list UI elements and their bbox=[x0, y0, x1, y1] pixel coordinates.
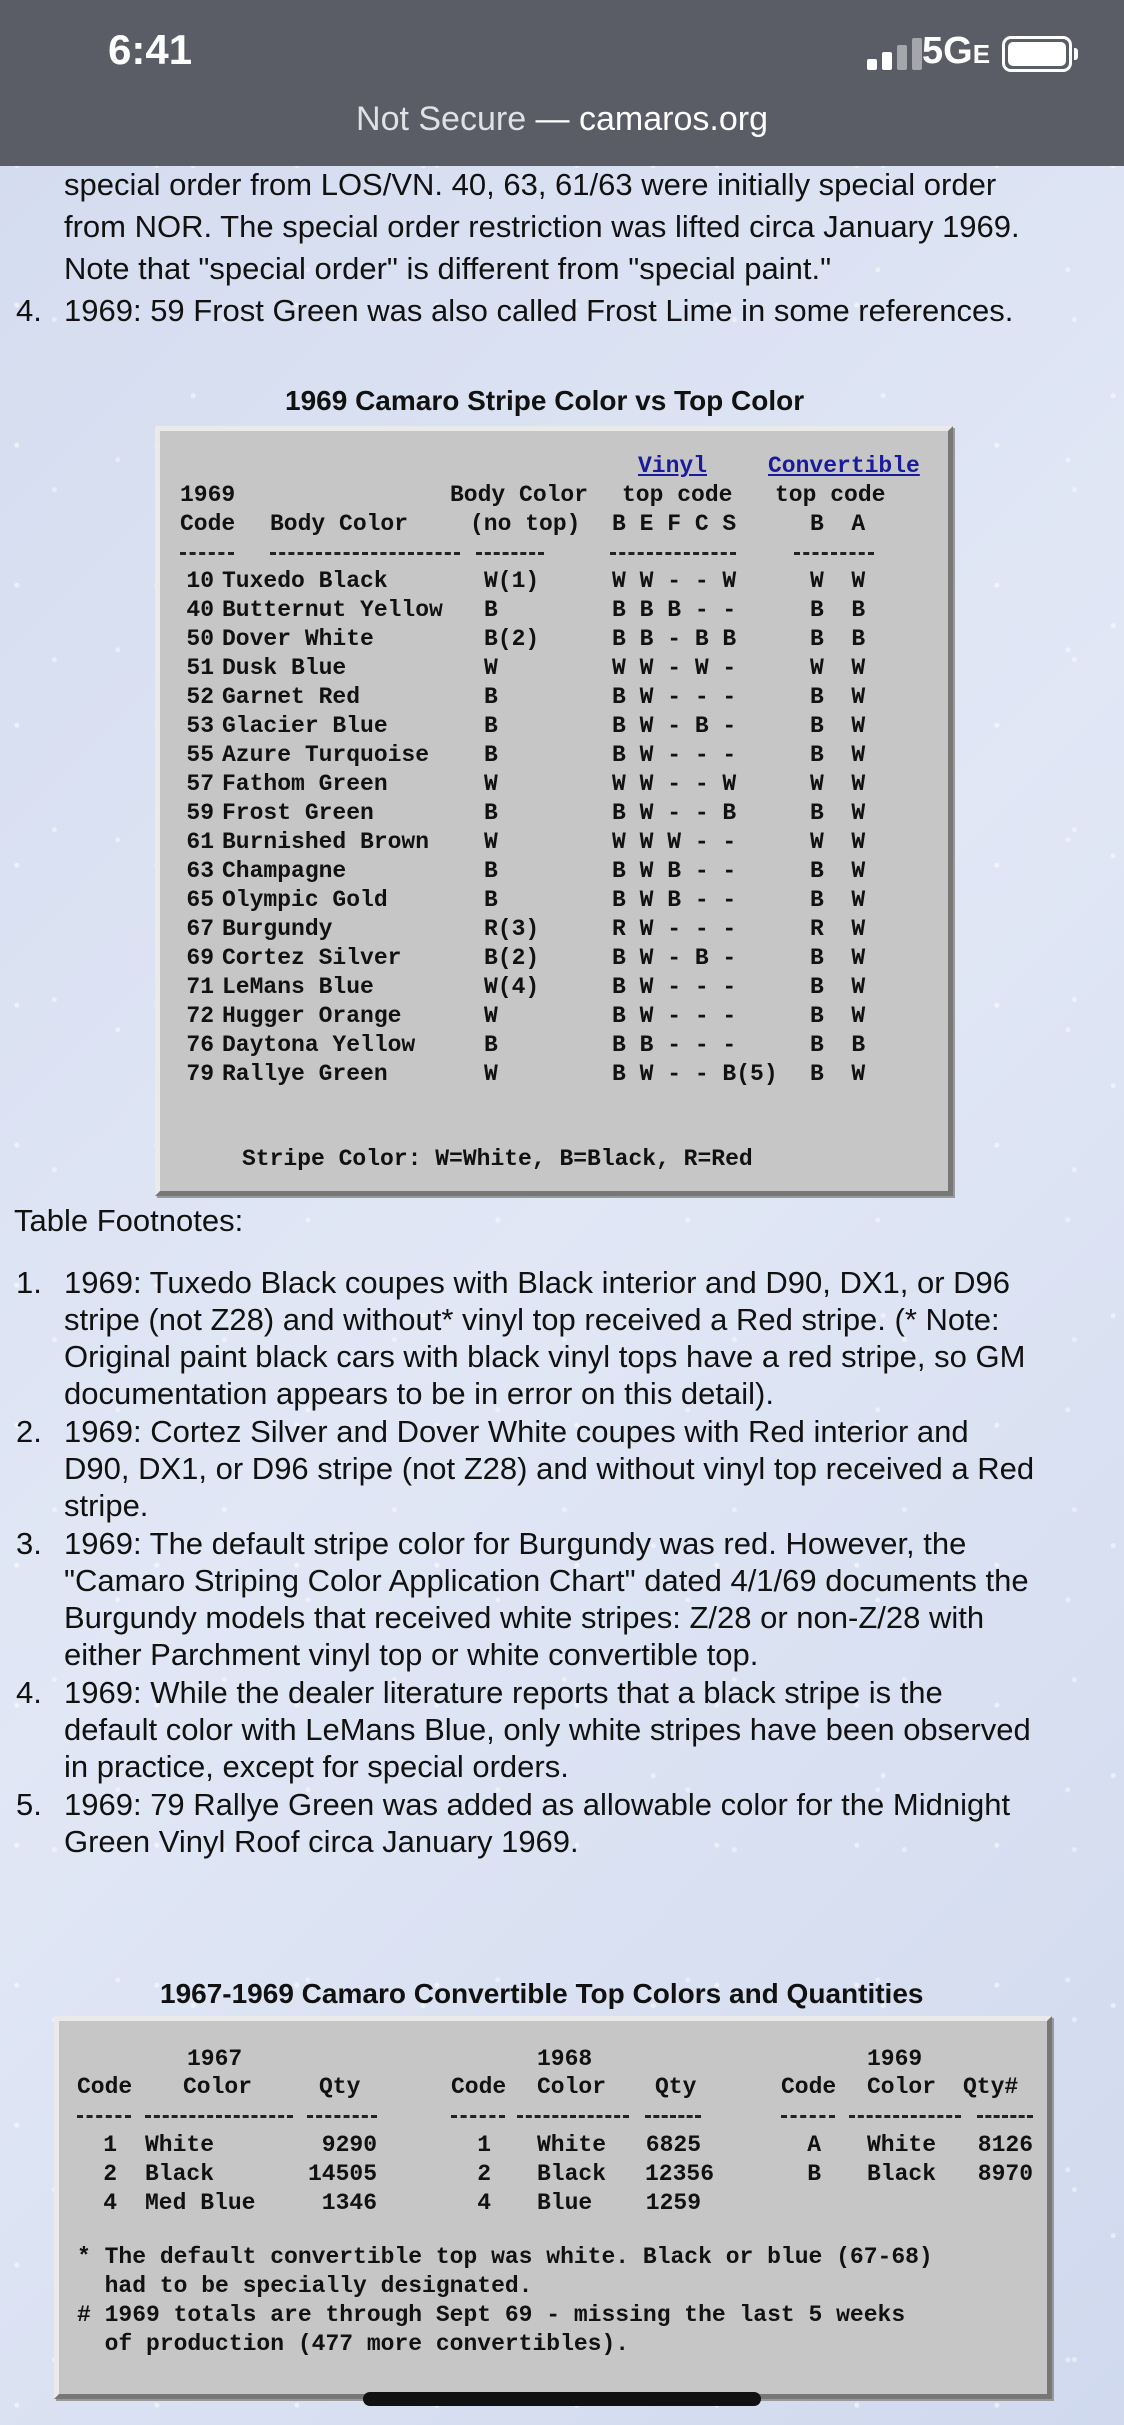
row-notop-stripe: B bbox=[484, 800, 498, 826]
row-code: 52 bbox=[186, 684, 214, 710]
note-line: had to be specially designated. bbox=[77, 2273, 533, 2299]
stripe-table-title: 1969 Camaro Stripe Color vs Top Color bbox=[285, 385, 805, 416]
footnote-line: in practice, except for special orders. bbox=[64, 1749, 569, 1784]
row-body-color: Daytona Yellow bbox=[222, 1032, 416, 1058]
row-vinyl-stripes: R W - - - bbox=[612, 916, 737, 942]
stripe-legend: Stripe Color: W=White, B=Black, R=Red bbox=[242, 1146, 753, 1172]
row-body-color: Dover White bbox=[222, 626, 374, 652]
header-vinyl-codes: B E F C S bbox=[612, 511, 737, 537]
row-body-color: Burgundy bbox=[222, 916, 333, 942]
row-vinyl-stripes: B B - B B bbox=[612, 626, 737, 652]
row-color: Med Blue bbox=[145, 2190, 256, 2216]
row-color: Black bbox=[867, 2161, 937, 2187]
row-body-color: Garnet Red bbox=[222, 684, 361, 710]
row-notop-stripe: W bbox=[484, 771, 498, 797]
row-vinyl-stripes: W W W - - bbox=[612, 829, 737, 855]
row-qty: 9290 bbox=[321, 2132, 377, 2158]
header-year: 1969 bbox=[180, 482, 236, 508]
cellular-signal-icon bbox=[867, 36, 923, 70]
divider bbox=[451, 2115, 505, 2118]
col-qty: Qty bbox=[319, 2074, 361, 2100]
row-notop-stripe: B bbox=[484, 1032, 498, 1058]
row-body-color: Azure Turquoise bbox=[222, 742, 430, 768]
row-code: 4 bbox=[103, 2190, 117, 2216]
divider bbox=[610, 552, 736, 555]
row-conv-stripes: B W bbox=[810, 684, 866, 710]
divider bbox=[849, 2115, 961, 2118]
row-conv-stripes: B W bbox=[810, 858, 866, 884]
header-code: Code bbox=[180, 511, 236, 537]
network-type: 5GE bbox=[922, 30, 991, 72]
row-code: 72 bbox=[186, 1003, 214, 1029]
footnote-item bbox=[0, 1674, 1124, 1785]
row-vinyl-stripes: W W - - W bbox=[612, 771, 737, 797]
row-qty: 1259 bbox=[645, 2190, 701, 2216]
row-code: 69 bbox=[186, 945, 214, 971]
security-label: Not Secure bbox=[356, 100, 527, 138]
row-vinyl-stripes: W W - - W bbox=[612, 568, 737, 594]
row-code: A bbox=[807, 2132, 821, 2158]
row-body-color: Hugger Orange bbox=[222, 1003, 402, 1029]
row-body-color: Tuxedo Black bbox=[222, 568, 388, 594]
row-conv-stripes: B W bbox=[810, 1061, 866, 1087]
row-color: White bbox=[867, 2132, 937, 2158]
row-code: 1 bbox=[103, 2132, 117, 2158]
row-qty: 6825 bbox=[645, 2132, 701, 2158]
row-code: 63 bbox=[186, 858, 214, 884]
footnote-line: either Parchment vinyl top or white convertible top. bbox=[64, 1637, 759, 1672]
row-notop-stripe: B(2) bbox=[484, 945, 540, 971]
row-qty: 8126 bbox=[977, 2132, 1033, 2158]
row-vinyl-stripes: B W B - - bbox=[612, 858, 737, 884]
note-line: # 1969 totals are through Sept 69 - missing the last 5 weeks bbox=[77, 2302, 906, 2328]
row-notop-stripe: W(4) bbox=[484, 974, 540, 1000]
col-code: Code bbox=[77, 2074, 133, 2100]
row-body-color: Butternut Yellow bbox=[222, 597, 443, 623]
row-conv-stripes: W W bbox=[810, 771, 866, 797]
footnote-item bbox=[0, 1413, 1124, 1524]
row-conv-stripes: W W bbox=[810, 568, 866, 594]
row-notop-stripe: W bbox=[484, 655, 498, 681]
convertible-table-title: 1967-1969 Camaro Convertible Top Colors and Quantities bbox=[160, 1978, 924, 2009]
row-conv-stripes: B W bbox=[810, 974, 866, 1000]
divider bbox=[180, 552, 234, 555]
footnote-number: 5. bbox=[16, 1787, 42, 1822]
divider bbox=[77, 2115, 131, 2118]
row-vinyl-stripes: B B - - - bbox=[612, 1032, 737, 1058]
row-conv-stripes: B W bbox=[810, 800, 866, 826]
row-notop-stripe: B bbox=[484, 597, 498, 623]
row-conv-stripes: B W bbox=[810, 742, 866, 768]
status-time: 6:41 bbox=[108, 26, 193, 73]
col-code: Code bbox=[781, 2074, 837, 2100]
row-code: 71 bbox=[186, 974, 214, 1000]
footnote-number: 2. bbox=[16, 1414, 42, 1449]
divider bbox=[145, 2115, 293, 2118]
year-1967: 1967 bbox=[187, 2046, 243, 2072]
vinyl-link[interactable]: Vinyl bbox=[638, 453, 708, 479]
row-code: 53 bbox=[186, 713, 214, 739]
stripe-color-table bbox=[155, 426, 953, 1196]
row-notop-stripe: W(1) bbox=[484, 568, 540, 594]
footnote-line: Original paint black cars with black vinyl tops have a red stripe, so GM bbox=[64, 1339, 1026, 1374]
year-1969: 1969 bbox=[867, 2046, 923, 2072]
row-conv-stripes: B W bbox=[810, 945, 866, 971]
row-code: 10 bbox=[186, 568, 214, 594]
row-body-color: LeMans Blue bbox=[222, 974, 374, 1000]
row-body-color: Frost Green bbox=[222, 800, 374, 826]
convertible-table bbox=[54, 2016, 1052, 2399]
footnote-line: documentation appears to be in error on this detail). bbox=[64, 1376, 774, 1411]
row-qty: 14505 bbox=[307, 2161, 377, 2187]
row-body-color: Burnished Brown bbox=[222, 829, 430, 855]
footnote-line: 1969: While the dealer literature reports that a black stripe is the bbox=[64, 1675, 943, 1710]
row-notop-stripe: B bbox=[484, 742, 498, 768]
footnote-line: Burgundy models that received white stripes: Z/28 or non-Z/28 with bbox=[64, 1600, 985, 1635]
row-color: Blue bbox=[537, 2190, 593, 2216]
row-code: 55 bbox=[186, 742, 214, 768]
col-qty: Qty bbox=[655, 2074, 697, 2100]
row-qty: 12356 bbox=[645, 2161, 715, 2187]
row-code: 65 bbox=[186, 887, 214, 913]
row-code: 51 bbox=[186, 655, 214, 681]
row-conv-stripes: W W bbox=[810, 829, 866, 855]
row-conv-stripes: B B bbox=[810, 626, 866, 652]
row-conv-stripes: B B bbox=[810, 1032, 866, 1058]
divider bbox=[307, 2115, 377, 2118]
col-code: Code bbox=[451, 2074, 507, 2100]
footnote-line: 1969: Cortez Silver and Dover White coupes with Red interior and bbox=[64, 1414, 969, 1449]
footnote-continuation: special order from LOS/VN. 40, 63, 61/63 were initially special order from NOR. The special order restriction was lifted circa January 1969. Note that "special order" is different from "special paint." bbox=[64, 167, 1020, 286]
row-conv-stripes: B B bbox=[810, 597, 866, 623]
footnotes-list bbox=[0, 1264, 1124, 1861]
row-body-color: Rallye Green bbox=[222, 1061, 388, 1087]
header-body-color: Body Color bbox=[270, 511, 409, 537]
row-vinyl-stripes: B W - - - bbox=[612, 742, 737, 768]
row-code: 76 bbox=[186, 1032, 214, 1058]
footnote-line: default color with LeMans Blue, only white stripes have been observed bbox=[64, 1712, 1031, 1747]
row-vinyl-stripes: B W - - B(5) bbox=[612, 1061, 778, 1087]
footnote-item bbox=[0, 1525, 1124, 1673]
url-separator: — bbox=[526, 100, 580, 138]
browser-chrome bbox=[0, 0, 1124, 166]
row-conv-stripes: R W bbox=[810, 916, 866, 942]
row-code: 4 bbox=[477, 2190, 491, 2216]
row-body-color: Champagne bbox=[222, 858, 347, 884]
row-code: 67 bbox=[186, 916, 214, 942]
row-conv-stripes: B W bbox=[810, 713, 866, 739]
footnote-item bbox=[0, 1264, 1124, 1412]
row-vinyl-stripes: W W - W - bbox=[612, 655, 737, 681]
row-code: 57 bbox=[186, 771, 214, 797]
row-notop-stripe: B bbox=[484, 887, 498, 913]
previous-footnotes bbox=[0, 164, 1124, 332]
col-color: Color bbox=[183, 2074, 253, 2100]
row-notop-stripe: W bbox=[484, 1061, 498, 1087]
year-1968: 1968 bbox=[537, 2046, 593, 2072]
domain-label: camaros.org bbox=[579, 100, 768, 138]
row-body-color: Cortez Silver bbox=[222, 945, 402, 971]
row-notop-stripe: B(2) bbox=[484, 626, 540, 652]
row-vinyl-stripes: B W B - - bbox=[612, 887, 737, 913]
header-body-color-notop: Body Color bbox=[450, 482, 589, 508]
row-code: 79 bbox=[186, 1061, 214, 1087]
row-vinyl-stripes: B B B - - bbox=[612, 597, 737, 623]
divider bbox=[517, 2115, 629, 2118]
footnote-item bbox=[0, 1786, 1124, 1860]
divider bbox=[794, 552, 874, 555]
row-vinyl-stripes: B W - - - bbox=[612, 684, 737, 710]
row-code: 2 bbox=[477, 2161, 491, 2187]
divider bbox=[781, 2115, 835, 2118]
footnote-line: "Camaro Striping Color Application Chart" dated 4/1/69 documents the bbox=[64, 1563, 1029, 1598]
row-code: 59 bbox=[186, 800, 214, 826]
address-bar[interactable] bbox=[0, 100, 1124, 139]
home-indicator[interactable] bbox=[363, 2392, 761, 2406]
footnote-number: 4. bbox=[16, 1675, 42, 1710]
row-conv-stripes: W W bbox=[810, 655, 866, 681]
divider bbox=[977, 2115, 1033, 2118]
col-color: Color bbox=[867, 2074, 937, 2100]
divider bbox=[270, 552, 460, 555]
row-vinyl-stripes: B W - - B bbox=[612, 800, 737, 826]
row-color: Black bbox=[537, 2161, 607, 2187]
row-notop-stripe: B bbox=[484, 858, 498, 884]
divider bbox=[476, 552, 544, 555]
row-body-color: Fathom Green bbox=[222, 771, 388, 797]
row-code: 1 bbox=[477, 2132, 491, 2158]
row-body-color: Olympic Gold bbox=[222, 887, 388, 913]
footnote-item: 4. 1969: 59 Frost Green was also called Frost Lime in some references. bbox=[16, 293, 1014, 328]
row-notop-stripe: B bbox=[484, 684, 498, 710]
row-vinyl-stripes: B W - B - bbox=[612, 945, 737, 971]
header-conv-codes: B A bbox=[810, 511, 866, 537]
divider bbox=[645, 2115, 701, 2118]
row-notop-stripe: W bbox=[484, 829, 498, 855]
row-qty: 1346 bbox=[321, 2190, 377, 2216]
row-body-color: Dusk Blue bbox=[222, 655, 347, 681]
row-color: White bbox=[145, 2132, 215, 2158]
note-line: of production (477 more convertibles). bbox=[77, 2331, 630, 2357]
row-code: 40 bbox=[186, 597, 214, 623]
footnote-line: 1969: 79 Rallye Green was added as allowable color for the Midnight bbox=[64, 1787, 1011, 1822]
row-notop-stripe: R(3) bbox=[484, 916, 540, 942]
footnote-line: 1969: The default stripe color for Burgundy was red. However, the bbox=[64, 1526, 967, 1561]
row-qty: 8970 bbox=[977, 2161, 1033, 2187]
footnote-number: 3. bbox=[16, 1526, 42, 1561]
footnote-line: stripe (not Z28) and without* vinyl top received a Red stripe. (* Note: bbox=[64, 1302, 1000, 1337]
row-vinyl-stripes: B W - B - bbox=[612, 713, 737, 739]
header-no-top: (no top) bbox=[470, 511, 581, 537]
row-code: 50 bbox=[186, 626, 214, 652]
row-notop-stripe: B bbox=[484, 713, 498, 739]
header-conv-sub: top code bbox=[775, 482, 886, 508]
row-vinyl-stripes: B W - - - bbox=[612, 1003, 737, 1029]
convertible-link[interactable]: Convertible bbox=[768, 453, 920, 479]
footnote-line: Green Vinyl Roof circa January 1969. bbox=[64, 1824, 579, 1859]
row-code: 61 bbox=[186, 829, 214, 855]
footnote-line: 1969: Tuxedo Black coupes with Black interior and D90, DX1, or D96 bbox=[64, 1265, 1011, 1300]
row-notop-stripe: W bbox=[484, 1003, 498, 1029]
col-qty: Qty# bbox=[963, 2074, 1019, 2100]
row-conv-stripes: B W bbox=[810, 887, 866, 913]
footnote-number: 1. bbox=[16, 1265, 42, 1300]
footnote-line: stripe. bbox=[64, 1488, 149, 1523]
row-color: Black bbox=[145, 2161, 215, 2187]
col-color: Color bbox=[537, 2074, 607, 2100]
note-line: * The default convertible top was white. Black or blue (67-68) bbox=[77, 2244, 933, 2270]
row-code: 2 bbox=[103, 2161, 117, 2187]
header-vinyl-sub: top code bbox=[622, 482, 733, 508]
battery-icon bbox=[1002, 36, 1072, 72]
footnotes-heading: Table Footnotes: bbox=[14, 1203, 244, 1238]
row-conv-stripes: B W bbox=[810, 1003, 866, 1029]
footnote-line: D90, DX1, or D96 stripe (not Z28) and without vinyl top received a Red bbox=[64, 1451, 1035, 1486]
row-color: White bbox=[537, 2132, 607, 2158]
row-vinyl-stripes: B W - - - bbox=[612, 974, 737, 1000]
row-body-color: Glacier Blue bbox=[222, 713, 388, 739]
row-code: B bbox=[807, 2161, 821, 2187]
